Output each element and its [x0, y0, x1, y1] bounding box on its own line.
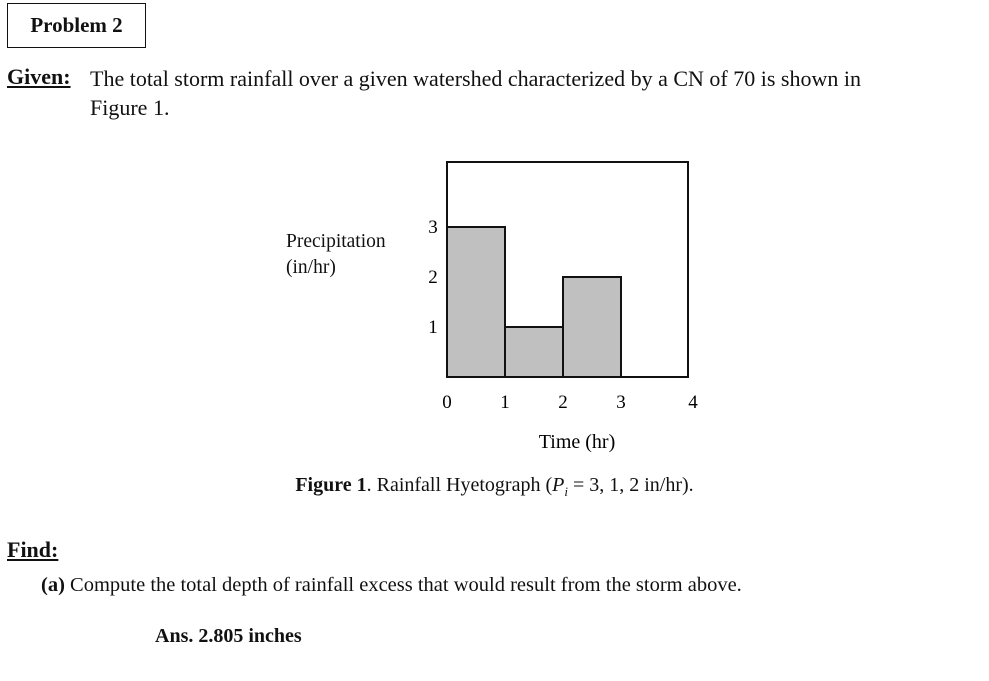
caption-bold: Figure 1: [295, 474, 367, 496]
ylabel-line2: (in/hr): [286, 257, 336, 278]
bar-3: [563, 277, 621, 377]
caption-end: = 3, 1, 2 in/hr).: [567, 474, 694, 496]
x-tick-label: 2: [558, 392, 568, 413]
y-tick-label: 2: [428, 267, 438, 288]
y-tick-label: 1: [428, 317, 438, 338]
given-label: Given:: [7, 64, 71, 89]
find-label: Find:: [7, 537, 59, 562]
x-axis-label: Time (hr): [538, 431, 616, 453]
given-text-line2: Figure 1.: [90, 95, 170, 120]
question-a-text: Compute the total depth of rainfall excess that would result from the storm above.: [64, 574, 742, 596]
question-a: [41, 574, 742, 597]
bar-1: [447, 227, 505, 377]
x-tick-label: 1: [500, 392, 510, 413]
given-text-line1: The total storm rainfall over a given watershed characterized by a CN of 70 is shown in: [90, 66, 861, 91]
figure-caption: [0, 474, 989, 500]
x-tick-label: 4: [688, 392, 698, 413]
x-tick-label: 0: [442, 392, 452, 413]
caption-var: P: [552, 474, 565, 496]
problem-title-text: Problem 2: [30, 13, 123, 37]
caption-sub: i: [564, 484, 568, 499]
y-tick-label: 3: [428, 217, 438, 238]
ylabel-line1: Precipitation: [286, 231, 386, 252]
bar-2: [505, 327, 563, 377]
answer: Ans. 2.805 inches: [155, 625, 302, 647]
x-tick-label: 3: [616, 392, 626, 413]
caption-text: . Rainfall Hyetograph (: [366, 474, 553, 496]
question-a-label: (a): [41, 574, 65, 596]
